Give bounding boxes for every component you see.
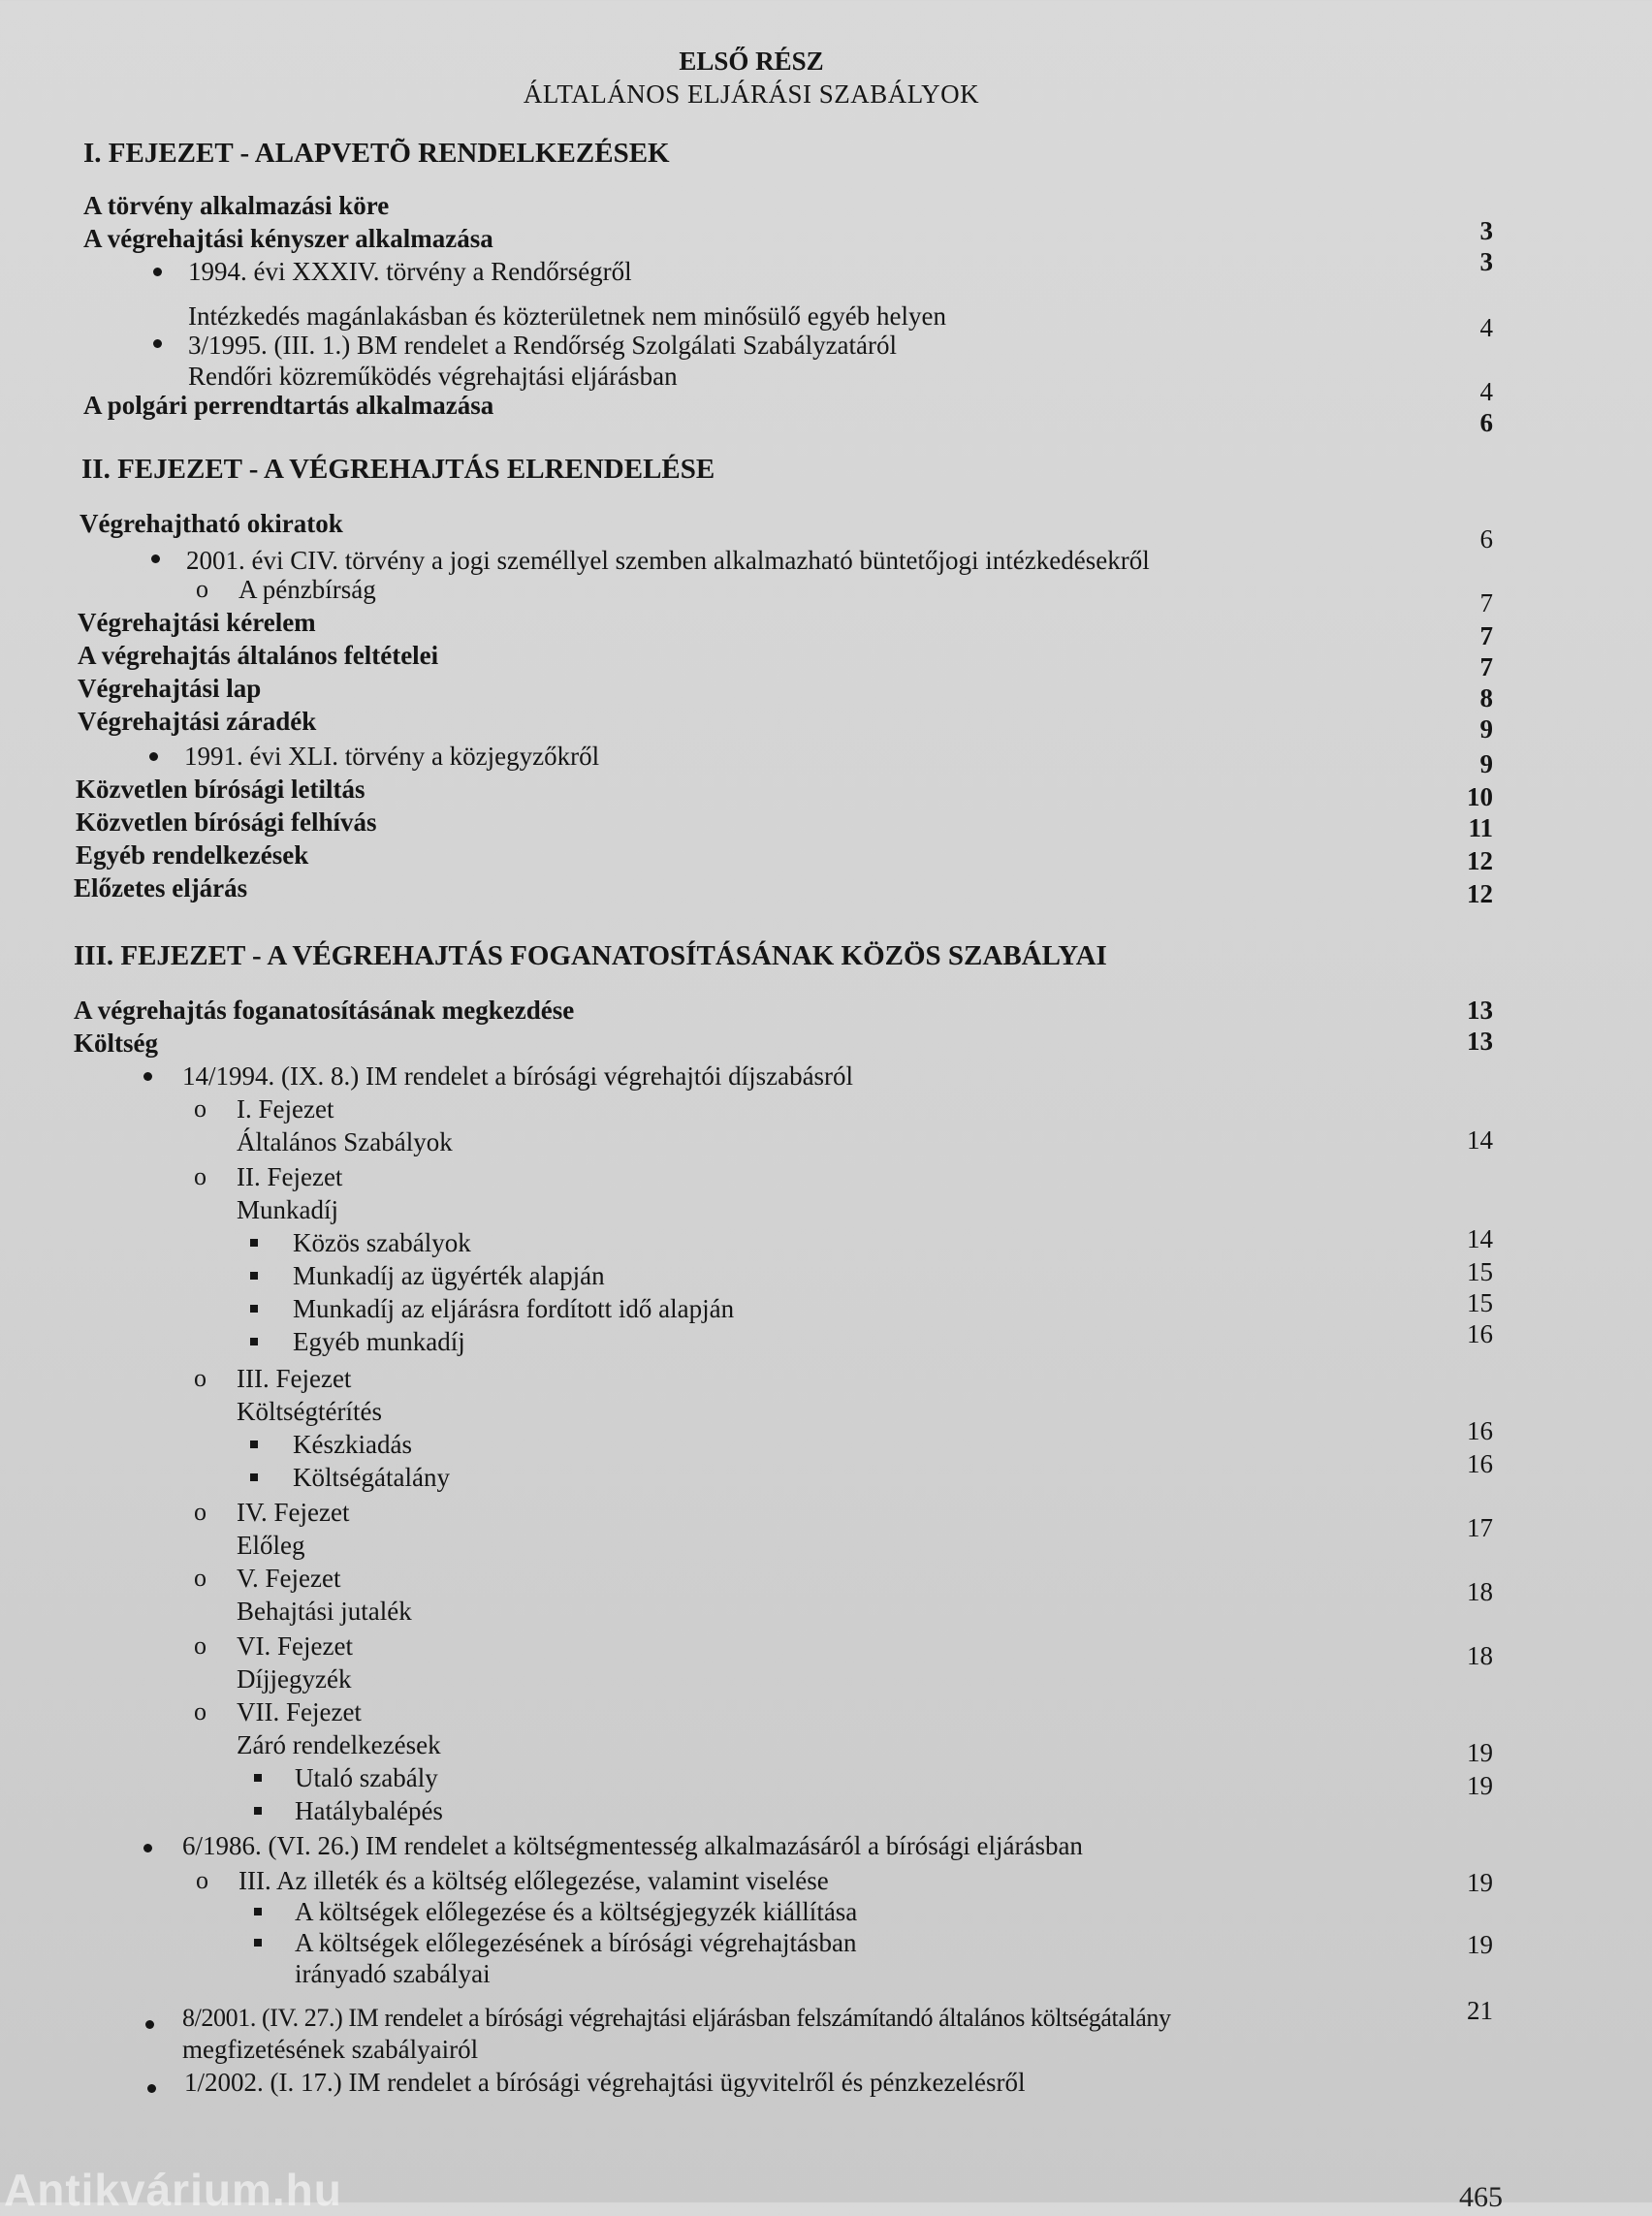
toc-section: Végrehajtási lap	[78, 674, 262, 703]
toc-entry: 2001. évi CIV. törvény a jogi személlyel szemben alkalmazható büntetőjogi intézkedésekről	[186, 546, 1150, 575]
toc-section: Költség	[74, 1029, 158, 1058]
page-number: 9	[1479, 714, 1493, 744]
bullet-icon	[143, 1072, 152, 1081]
toc-entry: V. Fejezet	[237, 1564, 341, 1593]
toc-section: Egyéb rendelkezések	[76, 840, 309, 870]
toc-entry: 3/1995. (III. 1.) BM rendelet a Rendőrség Szolgálati Szabályzatáról	[188, 331, 898, 360]
page-number: 7	[1479, 588, 1493, 617]
page-number: 8	[1479, 683, 1493, 712]
toc-entry: 8/2001. (IV. 27.) IM rendelet a bírósági végrehajtási eljárásban felszámítandó általános költségátalány	[182, 2004, 1171, 2032]
page-number: 4	[1479, 313, 1493, 342]
square-bullet-icon	[250, 1473, 258, 1481]
toc-entry: Intézkedés magánlakásban és közterületnek nem minősülő egyéb helyen	[188, 301, 946, 331]
toc-entry: 14/1994. (IX. 8.) IM rendelet a bírósági végrehajtói díjszabásról	[182, 1061, 854, 1091]
toc-entry: A költségek előlegezése és a költségjegyzék kiállítása	[295, 1897, 858, 1926]
page-number: 18	[1467, 1577, 1493, 1606]
page-number: 15	[1467, 1257, 1493, 1286]
square-bullet-icon	[250, 1239, 258, 1247]
page-number: 21	[1467, 1996, 1493, 2025]
toc-section: Végrehajtási kérelem	[78, 608, 316, 637]
toc-entry: III. Az illeték és a költség előlegezése, valamint viselése	[238, 1866, 829, 1895]
page-number: 7	[1479, 652, 1493, 681]
toc-entry: Előleg	[237, 1531, 305, 1560]
toc-entry: IV. Fejezet	[237, 1498, 350, 1527]
toc-entry: Munkadíj az eljárásra fordított idő alapján	[293, 1294, 735, 1323]
toc-section: A végrehajtási kényszer alkalmazása	[83, 224, 493, 253]
toc-entry: 1994. évi XXXIV. törvény a Rendőrségről	[188, 257, 632, 286]
toc-entry: II. Fejezet	[237, 1162, 343, 1191]
toc-entry: Díjjegyzék	[237, 1664, 352, 1694]
page-number: 13	[1467, 1027, 1493, 1056]
toc-entry: megfizetésének szabályairól	[182, 2035, 479, 2064]
page-number: 12	[1467, 879, 1493, 908]
toc-entry: Hatálybalépés	[295, 1796, 443, 1825]
toc-section: A végrehajtás foganatosításának megkezdése	[74, 996, 575, 1025]
toc-entry: I. Fejezet	[237, 1094, 334, 1124]
toc-entry: VI. Fejezet	[237, 1631, 353, 1661]
toc-entry: Záró rendelkezések	[237, 1730, 441, 1759]
toc-entry: Behajtási jutalék	[237, 1597, 412, 1626]
page-number: 19	[1467, 1771, 1493, 1800]
toc-entry: A pénzbírság	[238, 575, 376, 604]
page-number: 19	[1467, 1738, 1493, 1767]
toc-entry: Egyéb munkadíj	[293, 1327, 465, 1356]
toc-entry: Közös szabályok	[293, 1228, 471, 1257]
page-number: 16	[1467, 1416, 1493, 1445]
page-number: 12	[1467, 846, 1493, 875]
toc-section: Előzetes eljárás	[74, 873, 248, 902]
chapter-heading: I. FEJEZET - ALAPVETÕ RENDELKEZÉSEK	[83, 138, 670, 169]
watermark-logo: Antikvárium.hu	[4, 2165, 342, 2215]
page-number: 18	[1467, 1641, 1493, 1670]
page-number: 15	[1467, 1288, 1493, 1317]
toc-entry: Költségátalány	[293, 1463, 450, 1492]
square-bullet-icon	[250, 1305, 258, 1313]
page-number: 9	[1479, 749, 1493, 778]
bullet-icon	[149, 752, 158, 761]
circle-bullet-icon: o	[194, 1094, 206, 1123]
page-number: 6	[1479, 408, 1493, 437]
square-bullet-icon	[250, 1272, 258, 1280]
toc-section: A törvény alkalmazási köre	[83, 191, 390, 220]
page-number: 10	[1467, 782, 1493, 811]
bullet-icon	[153, 268, 162, 276]
page-number: 19	[1467, 1930, 1493, 1959]
circle-bullet-icon: o	[196, 575, 208, 603]
square-bullet-icon	[254, 1908, 262, 1915]
page-number: 14	[1467, 1224, 1493, 1253]
page-number: 4	[1479, 377, 1493, 406]
chapter-heading: III. FEJEZET - A VÉGREHAJTÁS FOGANATOSÍTÁSÁNAK KÖZÖS SZABÁLYAI	[74, 940, 1107, 971]
toc-entry: Költségtérítés	[237, 1397, 382, 1426]
page-number: 17	[1467, 1513, 1493, 1542]
circle-bullet-icon: o	[194, 1564, 206, 1592]
toc-entry: Készkiadás	[293, 1430, 412, 1459]
square-bullet-icon	[254, 1939, 262, 1947]
bullet-icon	[147, 2084, 156, 2093]
toc-entry: irányadó szabályai	[295, 1959, 491, 1988]
page-footer-number: 465	[1459, 2181, 1503, 2213]
toc-entry: Utaló szabály	[295, 1763, 438, 1792]
chapter-heading: II. FEJEZET - A VÉGREHAJTÁS ELRENDELÉSE	[81, 454, 715, 485]
circle-bullet-icon: o	[194, 1697, 206, 1725]
circle-bullet-icon: o	[194, 1162, 206, 1190]
toc-entry: VII. Fejezet	[237, 1697, 362, 1726]
toc-entry: 1/2002. (I. 17.) IM rendelet a bírósági végrehajtási ügyvitelről és pénzkezelésről	[184, 2068, 1026, 2097]
toc-section: A polgári perrendtartás alkalmazása	[83, 391, 494, 420]
toc-entry: Rendőri közreműködés végrehajtási eljárásban	[188, 362, 678, 391]
toc-entry: Munkadíj	[237, 1195, 338, 1224]
toc-section: Közvetlen bírósági felhívás	[76, 807, 377, 837]
circle-bullet-icon: o	[194, 1364, 206, 1392]
toc-section: A végrehajtás általános feltételei	[78, 641, 439, 670]
part-title: ELSŐ RÉSZ	[679, 47, 824, 76]
page-number: 11	[1468, 813, 1493, 842]
part-subtitle: ÁLTALÁNOS ELJÁRÁSI SZABÁLYOK	[523, 79, 980, 109]
toc-entry: Munkadíj az ügyérték alapján	[293, 1261, 605, 1290]
page-number: 16	[1467, 1319, 1493, 1348]
circle-bullet-icon: o	[196, 1866, 208, 1894]
square-bullet-icon	[254, 1807, 262, 1815]
page-number: 16	[1467, 1449, 1493, 1478]
square-bullet-icon	[250, 1440, 258, 1448]
bullet-icon	[143, 1844, 152, 1852]
toc-section: Végrehajtási záradék	[78, 707, 317, 736]
bullet-icon	[153, 339, 162, 348]
toc-entry: A költségek előlegezésének a bírósági végrehajtásban	[295, 1928, 857, 1957]
toc-section: Közvetlen bírósági letiltás	[76, 775, 365, 804]
toc-entry: 6/1986. (VI. 26.) IM rendelet a költségmentesség alkalmazásáról a bírósági eljárásban	[182, 1831, 1083, 1860]
page-number: 6	[1479, 524, 1493, 554]
page-number: 14	[1467, 1125, 1493, 1155]
toc-section: Végrehajtható okiratok	[79, 509, 343, 538]
square-bullet-icon	[254, 1774, 262, 1782]
toc-entry: 1991. évi XLI. törvény a közjegyzőkről	[184, 742, 600, 771]
bullet-icon	[145, 2020, 154, 2029]
square-bullet-icon	[250, 1338, 258, 1345]
page-number: 19	[1467, 1868, 1493, 1897]
circle-bullet-icon: o	[194, 1498, 206, 1526]
toc-entry: III. Fejezet	[237, 1364, 352, 1393]
bullet-icon	[151, 554, 160, 563]
page-number: 3	[1479, 247, 1493, 276]
toc-entry: Általános Szabályok	[237, 1127, 453, 1156]
page-number: 13	[1467, 996, 1493, 1025]
page-number: 7	[1479, 621, 1493, 650]
page-number: 3	[1479, 216, 1493, 245]
circle-bullet-icon: o	[194, 1631, 206, 1660]
